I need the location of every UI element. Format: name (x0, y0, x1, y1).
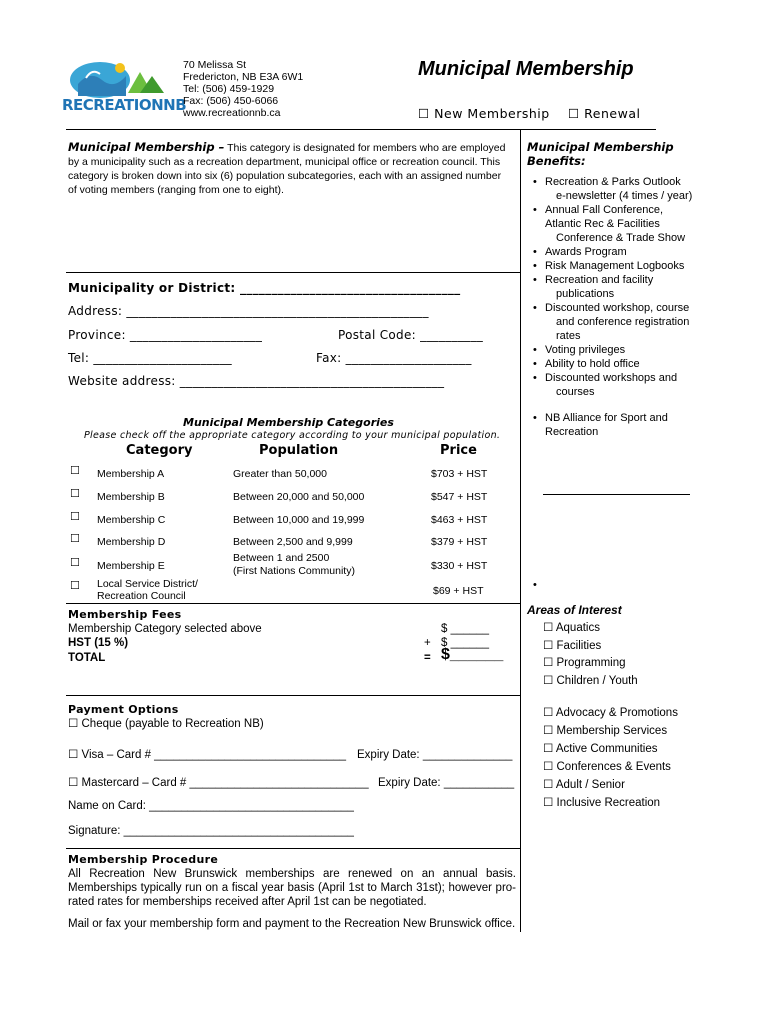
list-item: • NB Alliance for Sport and Recreation (529, 411, 729, 439)
category-price: $69 + HST (433, 585, 484, 597)
interest-checkbox-conferences[interactable]: ☐ Conferences & Events (543, 761, 671, 773)
category-checkbox[interactable]: ☐ (70, 510, 80, 523)
intro-text: This category is designated for members who are employed by a municipality such as a recreation department, municipal office or recreation council. This category is broken down into six (6) population subcategories, each with an assigned number of voting members (ranging from one to eight). (68, 142, 506, 196)
interest-checkbox-adult-senior[interactable]: ☐ Adult / Senior (543, 779, 625, 791)
visa-card-field[interactable]: ☐ Visa – Card # ______________________________ (68, 749, 347, 761)
category-population-note: (First Nations Community) (233, 565, 355, 577)
fee-hst-operator: + (424, 637, 431, 649)
list-item: • Discounted workshop, course and conference registration rates (529, 301, 729, 343)
interest-checkbox-active-communities[interactable]: ☐ Active Communities (543, 743, 658, 755)
procedure-mail: Mail or fax your membership form and payment to the Recreation New Brunswick office. (68, 918, 516, 930)
table-row (68, 466, 508, 482)
procedure-title: Membership Procedure (68, 853, 219, 866)
address-line: Fredericton, NB E3A 6W1 (183, 71, 304, 83)
visa-expiry-field[interactable]: Expiry Date: ______________ (357, 749, 513, 761)
address-block (183, 59, 303, 119)
categories-title: Municipal Membership Categories (183, 416, 394, 429)
interest-checkbox-inclusive[interactable]: ☐ Inclusive Recreation (543, 797, 661, 809)
empty-bullet: • (533, 579, 537, 591)
mastercard-expiry-field[interactable]: Expiry Date: ___________ (378, 777, 515, 789)
interest-checkbox-membership-services[interactable]: ☐ Membership Services (543, 725, 668, 737)
address-line: Tel: (506) 459-1929 (183, 83, 275, 95)
logo (60, 58, 187, 118)
category-checkbox[interactable]: ☐ (70, 464, 80, 477)
table-row (68, 534, 508, 550)
interest-title: Areas of Interest (527, 603, 622, 617)
list-item: • Awards Program (529, 245, 729, 259)
interest-checkbox-children-youth[interactable]: ☐ Children / Youth (543, 674, 638, 687)
table-row (68, 512, 508, 528)
category-name: Membership E (97, 560, 165, 572)
fee-total-blank: ______ (449, 646, 504, 663)
interest-group-2 (543, 704, 678, 812)
fee-total-label: TOTAL (68, 652, 106, 664)
list-item: • Risk Management Logbooks (529, 259, 729, 273)
interest-checkbox-advocacy[interactable]: ☐ Advocacy & Promotions (543, 707, 678, 719)
category-price: $330 + HST (431, 560, 488, 572)
section-divider (66, 272, 520, 273)
province-field[interactable]: Province: _____________________ (68, 328, 263, 342)
benefits-title-line: Municipal Membership (527, 140, 674, 154)
category-name: Membership C (97, 514, 166, 526)
section-divider (66, 695, 520, 696)
category-checkbox[interactable]: ☐ (70, 532, 80, 545)
category-checkbox[interactable]: ☐ (70, 579, 80, 592)
renewal-checkbox[interactable]: ☐ Renewal (568, 106, 641, 121)
category-name: Membership B (97, 491, 165, 503)
fee-category-label: Membership Category selected above (68, 623, 262, 635)
benefits-title-line: Benefits: (527, 154, 586, 168)
category-price: $463 + HST (431, 514, 488, 526)
category-name: Membership A (97, 468, 165, 480)
category-price: $379 + HST (431, 536, 488, 548)
postal-code-field[interactable]: Postal Code: __________ (338, 328, 484, 342)
fee-total-operator: = (424, 652, 431, 664)
table-row (68, 578, 508, 604)
category-population: Between 2,500 and 9,999 (233, 536, 353, 548)
interest-checkbox-facilities[interactable]: ☐ Facilities (543, 639, 602, 652)
address-line: www.recreationnb.ca (183, 107, 281, 119)
category-name: Local Service District/ (97, 578, 198, 590)
address-line: Fax: (506) 450-6066 (183, 95, 279, 107)
table-row (68, 552, 508, 578)
fax-field[interactable]: Fax: ____________________ (316, 351, 472, 365)
interest-checkbox-programming[interactable]: ☐ Programming (543, 657, 626, 669)
signature-field[interactable]: Signature: ____________________________________ (68, 825, 354, 837)
category-population: Between 20,000 and 50,000 (233, 491, 365, 503)
fees-title: Membership Fees (68, 608, 182, 621)
fee-total-currency: $ (441, 646, 450, 663)
header-divider (66, 129, 656, 130)
list-item: • Recreation & Parks Outlook e-newsletter (4 times / year) (529, 175, 729, 203)
category-price: $703 + HST (431, 468, 488, 480)
procedure-text: All Recreation New Brunswick memberships are renewed on an annual basis. Memberships typically run on a fiscal year basis (April 1st to March 31st); however pro-rated rates for memberships received after April 1st can be negotiated. (68, 868, 516, 908)
category-name-line2: Recreation Council (97, 590, 186, 602)
cheque-option[interactable]: ☐ Cheque (payable to Recreation NB) (68, 718, 264, 730)
fee-hst-label: HST (15 %) (68, 637, 129, 649)
list-item: • Ability to hold office (529, 357, 729, 371)
interest-checkbox-aquatics[interactable]: ☐ Aquatics (543, 622, 600, 634)
section-divider (66, 603, 520, 604)
mastercard-card-field[interactable]: ☐ Mastercard – Card # ____________________________ (68, 777, 369, 789)
category-name: Membership D (97, 536, 166, 548)
page-title: Municipal Membership (418, 58, 634, 80)
fee-category-value[interactable]: $ ______ (441, 623, 489, 635)
fee-hst-value[interactable]: $ ______ (441, 637, 489, 649)
website-field[interactable]: Website address: __________________________________________ (68, 374, 445, 388)
table-row (68, 489, 508, 505)
category-price: $547 + HST (431, 491, 488, 503)
municipality-field[interactable]: Municipality or District: ___________________________________ (68, 281, 461, 295)
new-membership-checkbox[interactable]: ☐ New Membership (418, 106, 550, 121)
category-population: Between 10,000 and 19,999 (233, 514, 365, 526)
interest-group-1 (543, 620, 638, 690)
list-item: • Discounted workshops and courses (529, 371, 729, 399)
category-population: Between 1 and 2500 (233, 552, 330, 564)
tel-field[interactable]: Tel: ______________________ (68, 351, 232, 365)
alliance-list (529, 411, 729, 439)
payment-title: Payment Options (68, 703, 179, 716)
header-category: Category (126, 443, 193, 458)
benefits-list (529, 175, 729, 399)
header-price: Price (440, 443, 477, 458)
category-checkbox[interactable]: ☐ (70, 556, 80, 569)
address-field[interactable]: Address: ________________________________________________ (68, 304, 429, 318)
categories-subtitle: Please check off the appropriate category according to your municipal population. (84, 430, 501, 441)
intro-lead: Municipal Membership – (68, 140, 225, 154)
name-on-card-field[interactable]: Name on Card: ________________________________ (68, 800, 354, 812)
list-item: • Recreation and facility publications (529, 273, 729, 301)
list-item: • Voting privileges (529, 343, 729, 357)
benefits-title (527, 140, 674, 168)
list-item: • Annual Fall Conference, Atlantic Rec & Facilities Conference & Trade Show (529, 203, 729, 245)
column-divider (520, 130, 521, 932)
category-checkbox[interactable]: ☐ (70, 487, 80, 500)
category-population: Greater than 50,000 (233, 468, 327, 480)
logo-text: RECREATIONNB (62, 96, 187, 114)
header-population: Population (259, 443, 339, 458)
section-divider (66, 848, 520, 849)
address-line: 70 Melissa St (183, 59, 247, 71)
fee-total-value[interactable] (441, 646, 503, 664)
intro-paragraph (68, 140, 508, 197)
blank-line (543, 494, 690, 495)
